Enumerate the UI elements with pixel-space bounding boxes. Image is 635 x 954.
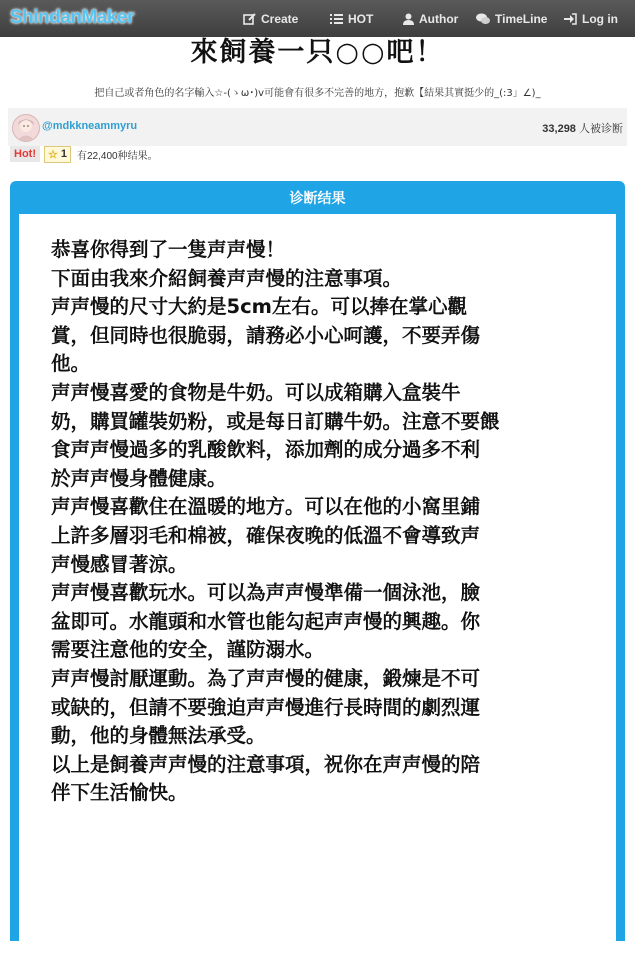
result-line: 或缺的，但請不要強迫声声慢進行長時間的劇烈運 xyxy=(51,695,481,719)
author-link[interactable]: @mdkkneammyru xyxy=(42,120,138,132)
meta-row xyxy=(10,145,158,163)
author-bar xyxy=(8,108,627,146)
favorite-button[interactable] xyxy=(44,146,71,163)
result-header: 诊断结果 xyxy=(289,190,346,207)
result-body xyxy=(19,214,616,954)
result-line: 声声慢的尺寸大約是5cm左右。可以捧在掌心觀 xyxy=(51,295,467,319)
nav-timeline-label: TimeLine xyxy=(495,11,548,26)
result-line: 奶，購買罐裝奶粉，或是每日訂購牛奶。注意不要餵 xyxy=(51,409,500,433)
nav-create-label: Create xyxy=(261,11,299,26)
page-title: 來飼養一只○○吧！ xyxy=(190,37,445,68)
results-count: 有22,400种结果。 xyxy=(77,150,158,162)
edit-icon xyxy=(243,13,256,25)
result-line: 上許多層羽毛和棉被，確保夜晚的低溫不會導致声 xyxy=(51,523,481,547)
result-line: 声声慢喜愛的食物是牛奶。可以成箱購入盒裝牛 xyxy=(51,380,461,404)
login-icon xyxy=(564,13,577,25)
diagnosed-count-number: 33,298 xyxy=(542,123,576,135)
list-icon xyxy=(330,13,343,24)
result-line: 於声声慢身體健康。 xyxy=(51,466,227,490)
star-icon: ☆ xyxy=(48,148,58,161)
result-line: 下面由我來介紹飼養声声慢的注意事項。 xyxy=(51,266,403,290)
result-line: 以上是飼養声声慢的注意事項，祝你在声声慢的陪 xyxy=(51,752,481,776)
result-line: 他。 xyxy=(51,352,91,376)
result-line: 声声慢喜歡玩水。可以為声声慢準備一個泳池，臉 xyxy=(51,581,481,605)
nav-hot-label: HOT xyxy=(348,11,374,26)
nav-login-label: Log in xyxy=(582,11,618,26)
result-panel xyxy=(10,181,625,941)
nav-author-label: Author xyxy=(419,11,459,26)
site-logo[interactable]: ShindanMaker xyxy=(10,7,134,28)
result-line: 食声声慢過多的乳酸飲料，添加劑的成分過多不利 xyxy=(51,438,481,462)
favorite-count: 1 xyxy=(60,148,67,160)
diagnosed-count-suffix: 人被诊断 xyxy=(579,123,623,135)
result-line: 盆即可。水龍頭和水管也能勾起声声慢的興趣。你 xyxy=(51,609,481,633)
result-line: 声慢感冒著涼。 xyxy=(51,552,188,576)
result-line: 動，他的身體無法承受。 xyxy=(51,724,266,748)
avatar[interactable] xyxy=(12,114,40,142)
hot-badge: Hot! xyxy=(10,146,40,162)
result-line: 恭喜你得到了一隻声声慢！ xyxy=(51,238,286,261)
page-description: 把自己或者角色的名字輸入☆-(ゝω･)v可能會有很多不完善的地方，抱歉【結果其實挺少的_(:3」∠)_ xyxy=(94,88,541,99)
user-icon xyxy=(403,13,414,25)
result-line: 需要注意他的安全，謹防溺水。 xyxy=(51,638,325,662)
result-text xyxy=(51,236,596,808)
result-line: 伴下生活愉快。 xyxy=(51,781,188,805)
result-line: 賞，但同時也很脆弱，請務必小心呵護，不要弄傷 xyxy=(51,323,481,347)
result-line: 声声慢喜歡住在溫暖的地方。可以在他的小窩里鋪 xyxy=(51,495,481,519)
comments-icon xyxy=(476,13,490,25)
result-line: 声声慢討厭運動。為了声声慢的健康，鍛煉是不可 xyxy=(51,666,481,690)
diagnosed-count xyxy=(542,120,623,136)
